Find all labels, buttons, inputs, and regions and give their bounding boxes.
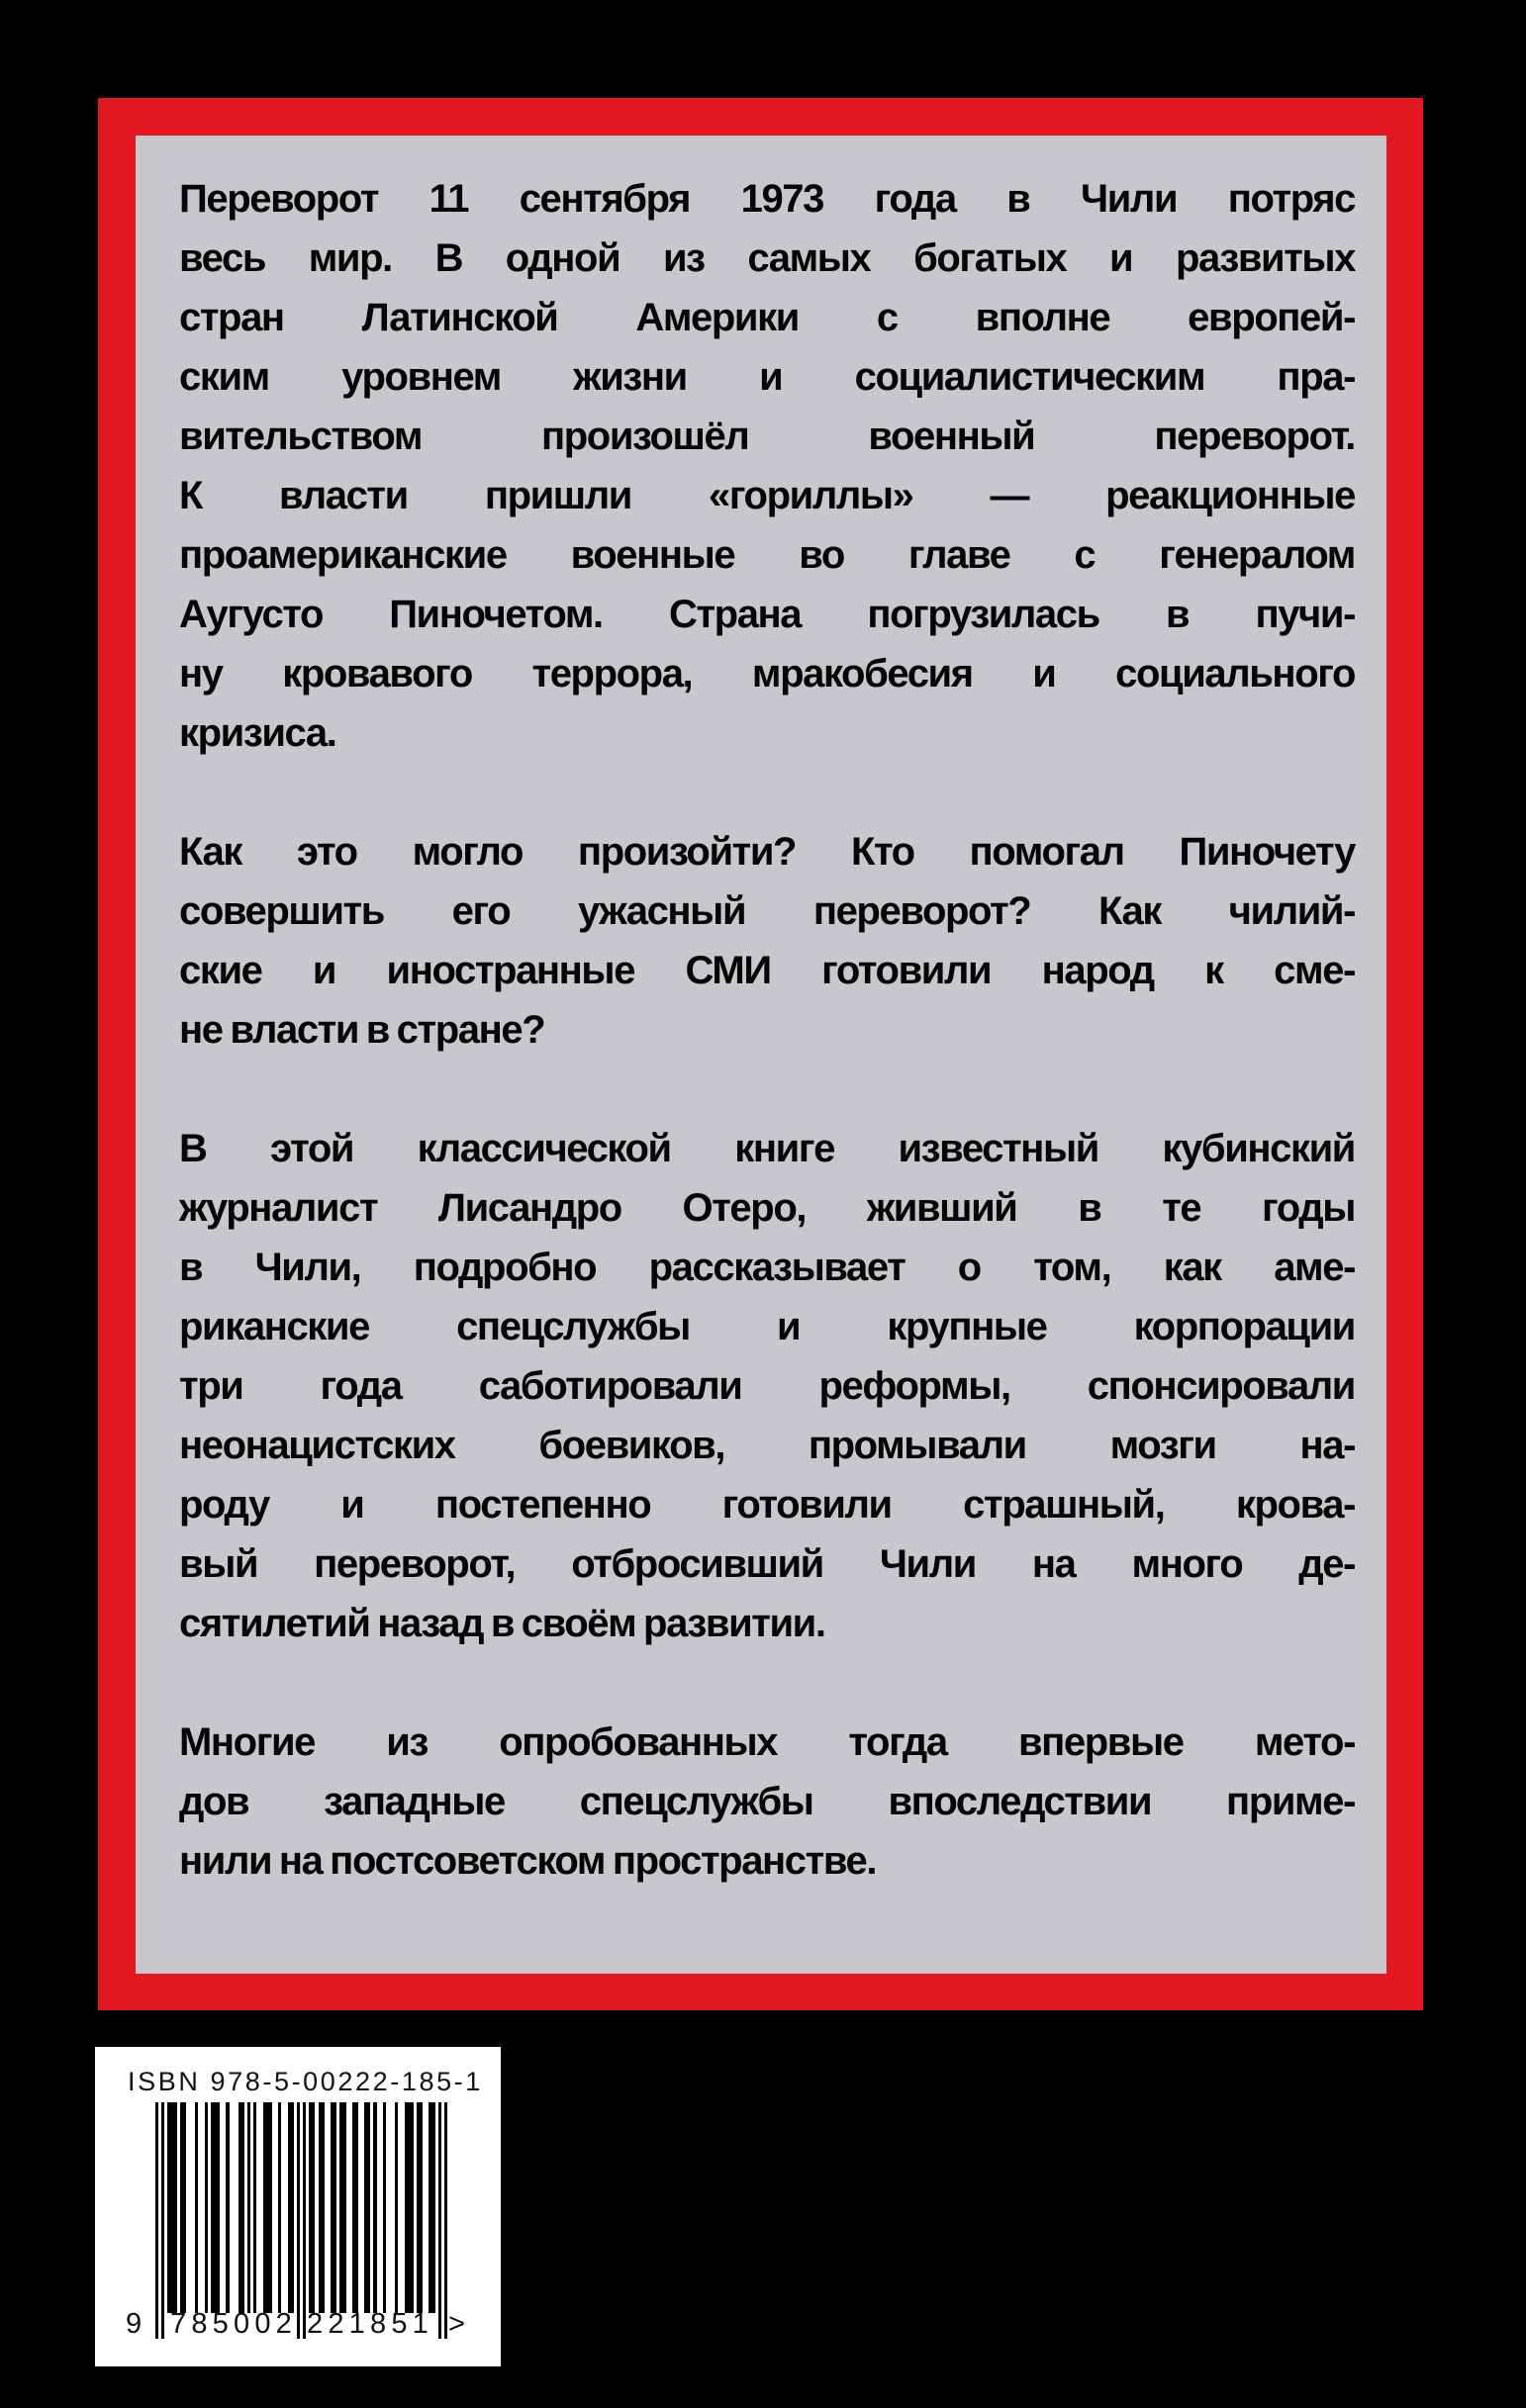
isbn-barcode [95, 2047, 501, 2366]
barcode-bar [180, 2102, 186, 2313]
barcode-bars [155, 2102, 447, 2339]
barcode-bar [429, 2102, 434, 2313]
text-line: Переворот 11 сентября 1973 года в Чили потряс [179, 177, 1355, 221]
barcode-bar [297, 2102, 300, 2339]
text-line: сятилетий назад в своём развитии. [179, 1602, 825, 1645]
barcode-bar [195, 2102, 198, 2313]
text-line: три года саботировали реформы, спонсировали [179, 1364, 1355, 1408]
text-line: проамериканские военные во главе с генералом [179, 533, 1355, 577]
text-line: вительством произошёл военный переворот. [179, 415, 1355, 458]
barcode-bar [319, 2102, 325, 2313]
ean-right-group: 221851 [307, 2308, 433, 2340]
text-line: роду и постепенно готовили страшный, крова- [179, 1483, 1355, 1527]
barcode-bar [309, 2102, 315, 2313]
barcode-bar [278, 2102, 281, 2313]
barcode-bar [263, 2102, 272, 2313]
paragraph-2 [179, 822, 1355, 1060]
ean-left-group: 785002 [170, 2308, 297, 2340]
text-line: Многие из опробованных тогда впервые мето- [179, 1720, 1355, 1764]
ean-lead-digit: 9 [126, 2308, 143, 2340]
barcode-bar [364, 2102, 370, 2313]
text-line: неонацистских боевиков, промывали мозги на- [179, 1424, 1355, 1467]
barcode-bar [444, 2102, 447, 2339]
quiet-zone-marker: > [448, 2308, 465, 2340]
text-line: нили на постсоветском пространстве. [179, 1839, 877, 1883]
text-line: риканские спецслужбы и крупные корпорации [179, 1305, 1355, 1348]
barcode-bar [417, 2102, 423, 2313]
text-line: вый переворот, отбросивший Чили на много де- [179, 1542, 1355, 1586]
barcode-bar [405, 2102, 414, 2313]
barcode-bar [161, 2102, 164, 2339]
paragraph-1 [179, 169, 1355, 763]
text-line: журналист Лисандро Отеро, живший в те годы [179, 1186, 1355, 1230]
barcode-bar [253, 2102, 256, 2313]
barcode-bar [395, 2102, 398, 2313]
text-line: Аугусто Пиночетом. Страна погрузилась в пучи- [179, 593, 1355, 636]
text-line: В этой классической книге известный кубинский [179, 1127, 1355, 1170]
text-line: К власти пришли «гориллы» — реакционные [179, 474, 1355, 517]
paragraph-3 [179, 1119, 1355, 1653]
text-line: совершить его ужасный переворот? Как чилий- [179, 889, 1355, 933]
barcode-bar [339, 2102, 345, 2313]
text-line: ским уровнем жизни и социалистическим пра- [179, 355, 1355, 399]
text-line: в Чили, подробно рассказывает о том, как аме- [179, 1246, 1355, 1289]
text-line: Как это могло произойти? Кто помогал Пиночету [179, 830, 1355, 874]
paragraph-4 [179, 1713, 1355, 1891]
text-line: весь мир. В одной из самых богатых и развитых [179, 236, 1355, 280]
barcode-bar [303, 2102, 306, 2339]
barcode-bar [238, 2102, 244, 2313]
barcode-bar [226, 2102, 229, 2313]
barcode-bar [373, 2102, 376, 2313]
text-line: не власти в стране? [179, 1008, 545, 1052]
blurb-text [179, 169, 1355, 1950]
text-line: кризиса. [179, 711, 336, 755]
barcode-bar [247, 2102, 250, 2313]
text-line: ские и иностранные СМИ готовили народ к сме- [179, 949, 1355, 992]
barcode-bar [331, 2102, 336, 2313]
text-line: дов западные спецслужбы впоследствии приме- [179, 1780, 1355, 1823]
barcode-bar [155, 2102, 158, 2339]
isbn-label: ISBN 978-5-00222-185-1 [128, 2067, 483, 2096]
barcode-bar [211, 2102, 220, 2313]
text-line: ну кровавого террора, мракобесия и социального [179, 652, 1355, 695]
barcode-bar [167, 2102, 176, 2313]
barcode-bar [352, 2102, 358, 2313]
text-line: стран Латинской Америки с вполне европей- [179, 296, 1355, 339]
barcode-bar [288, 2102, 294, 2313]
barcode-bar [438, 2102, 441, 2339]
barcode-bar [205, 2102, 208, 2313]
barcode-bar [383, 2102, 386, 2313]
